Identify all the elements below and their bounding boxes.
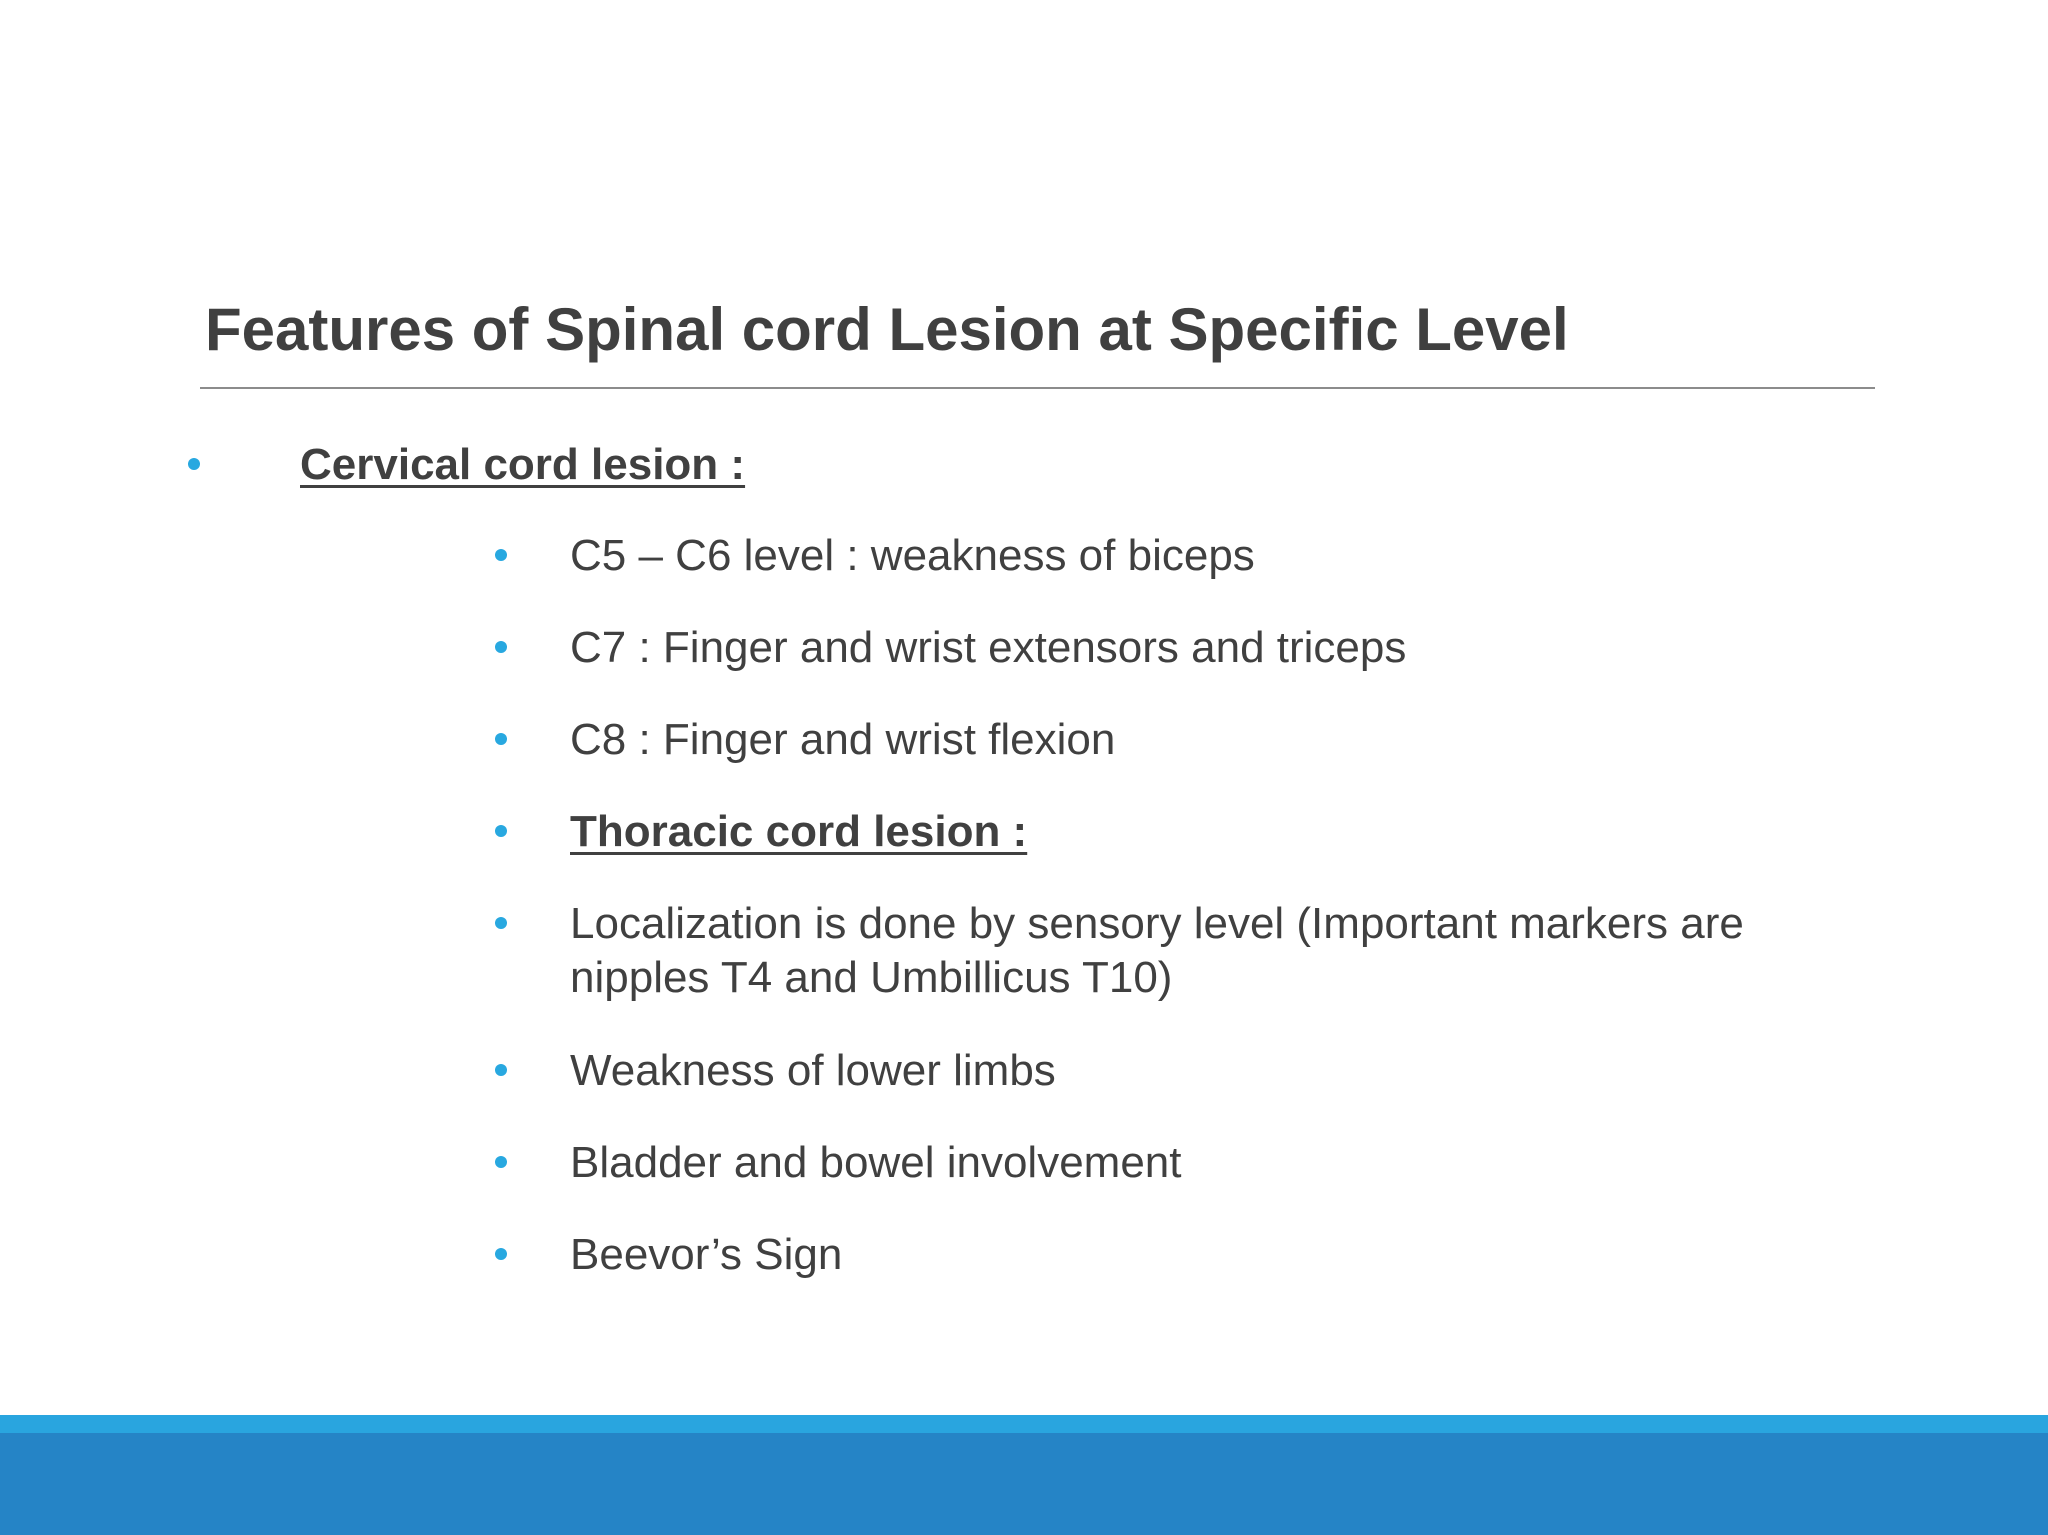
list-item: Bladder and bowel involvement: [570, 1138, 1182, 1187]
footer-band: [0, 1433, 2048, 1535]
list-item: C8 : Finger and wrist flexion: [570, 715, 1116, 764]
slide-title: Features of Spinal cord Lesion at Specific Level: [205, 296, 1569, 363]
list-item-continuation: nipples T4 and Umbillicus T10): [570, 953, 1173, 1002]
list-item: C5 – C6 level : weakness of biceps: [570, 531, 1255, 580]
bullet-icon: [495, 549, 507, 561]
bullet-icon: [495, 1156, 507, 1168]
list-item: Localization is done by sensory level (Important markers are: [570, 899, 1744, 948]
bullet-icon: [495, 917, 507, 929]
bullet-icon: [495, 1248, 507, 1260]
list-item: Beevor’s Sign: [570, 1230, 843, 1279]
bullet-icon: [495, 733, 507, 745]
section-heading-thoracic: Thoracic cord lesion :: [570, 807, 1028, 856]
bullet-icon: [495, 825, 507, 837]
section-heading-cervical: Cervical cord lesion :: [300, 440, 746, 489]
bullet-icon: [495, 641, 507, 653]
list-item: Weakness of lower limbs: [570, 1046, 1056, 1095]
footer-accent-band: [0, 1415, 2048, 1433]
bullet-icon: [495, 1064, 507, 1076]
bullet-icon: [188, 458, 200, 470]
list-item: C7 : Finger and wrist extensors and triceps: [570, 623, 1407, 672]
title-divider: [200, 387, 1875, 389]
